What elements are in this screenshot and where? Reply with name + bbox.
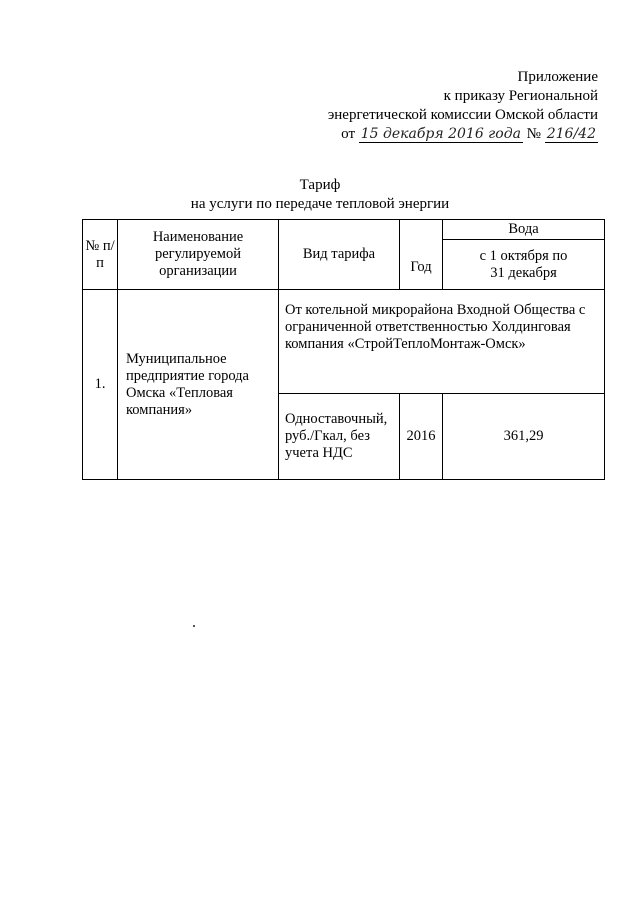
row-heat-source: От котельной микрорайона Входной Общества с ограниченной ответственностью Холдинговая компания «СтройТеплоМонтаж-Омск» — [279, 290, 605, 394]
title-tariff: Тариф — [299, 177, 341, 193]
table-row — [83, 290, 605, 394]
row-tariff-value: 361,29 — [443, 394, 605, 480]
document-title — [0, 176, 640, 214]
header-year: Год — [400, 220, 443, 290]
handwritten-date: 15 декабря 2016 года — [360, 126, 521, 142]
header-period: с 1 октября по 31 декабря — [443, 240, 605, 290]
number-prefix: № — [526, 126, 541, 142]
appendix-order-ref: к приказу Региональной — [443, 88, 598, 104]
appendix-commission: энергетической комиссии Омской области — [327, 107, 598, 123]
row-number: 1. — [83, 290, 118, 480]
header-type: Вид тарифа — [279, 220, 400, 290]
header-name: Наименование регулируемой организации — [118, 220, 279, 290]
header-water: Вода — [443, 220, 605, 240]
header-num: № п/п — [83, 220, 118, 290]
row-organization: Муниципальное предприятие города Омска «Тепловая компания» — [118, 290, 279, 480]
tariff-table — [82, 219, 605, 480]
handwritten-number: 216/42 — [546, 126, 596, 142]
header-row — [83, 220, 605, 240]
title-subject: на услуги по передаче тепловой энергии — [190, 196, 450, 212]
appendix-title: Приложение — [517, 69, 598, 85]
scan-speck — [193, 625, 195, 627]
date-prefix: от — [341, 126, 355, 142]
appendix-block — [328, 68, 598, 144]
row-year: 2016 — [400, 394, 443, 480]
appendix-date-line — [328, 125, 598, 144]
row-tariff-type: Одноставочный, руб./Гкал, без учета НДС — [279, 394, 400, 480]
